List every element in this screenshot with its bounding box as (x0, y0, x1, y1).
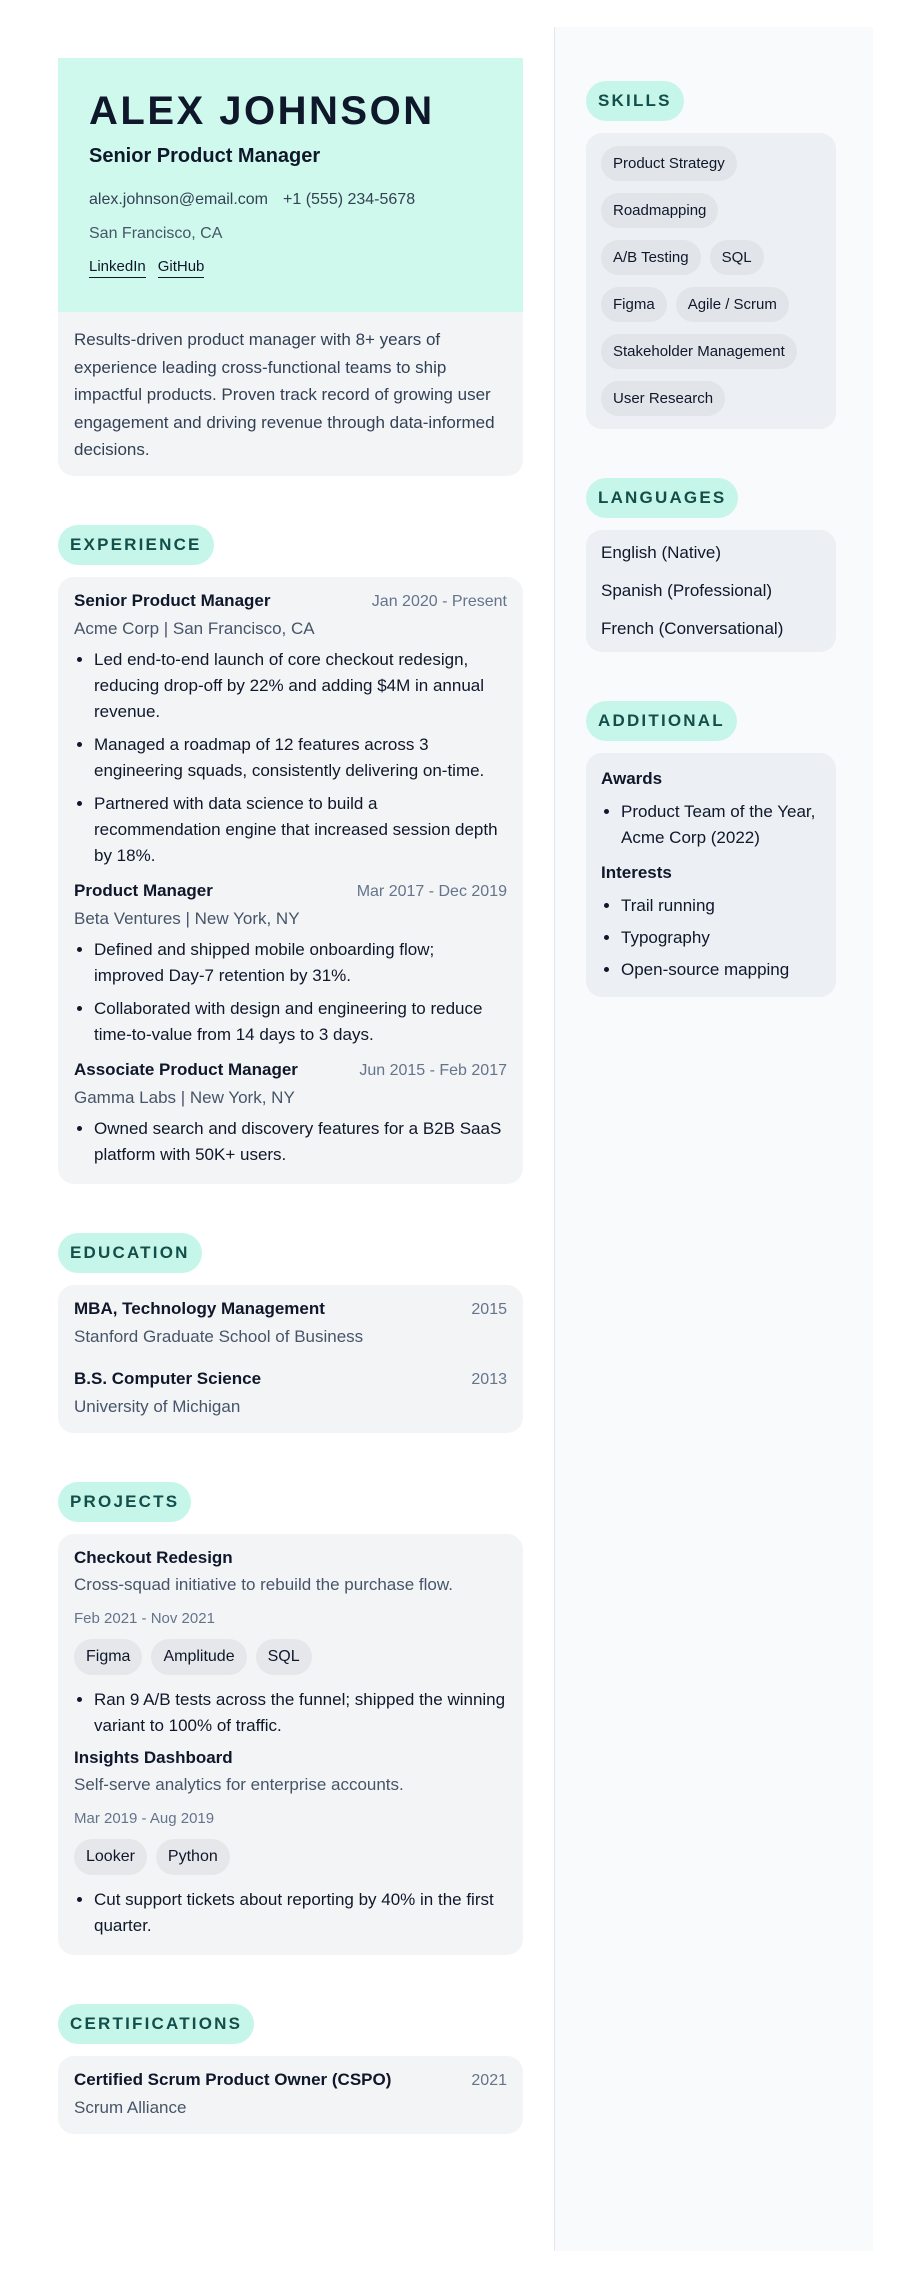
project-tags (74, 1839, 507, 1875)
education-year: 2015 (471, 1301, 507, 1318)
interest-item: • Open-source mapping (621, 957, 821, 983)
job-bullet: • Managed a roadmap of 12 features across 3 engineering squads, consistently delivering on-time. (94, 732, 507, 784)
skill-chip: User Research (601, 381, 725, 416)
job-title: Product Manager (74, 881, 213, 900)
project-tag: Python (156, 1839, 230, 1875)
projects-section (58, 1482, 523, 1955)
language-item: French (Conversational) (601, 619, 784, 638)
interest-item: • Trail running (621, 893, 821, 919)
degree: MBA, Technology Management (74, 1299, 325, 1318)
additional-section (586, 701, 836, 997)
projects-card (58, 1534, 523, 1955)
resume-page (27, 27, 873, 2251)
interests-heading: Interests (601, 863, 672, 882)
contact-row (89, 191, 492, 209)
section-heading-additional: ADDITIONAL (586, 701, 737, 741)
job-bullet: • Partnered with data science to build a recommendation engine that increased session depth by 18%. (94, 791, 507, 869)
skill-chip: Product Strategy (601, 146, 737, 181)
job-bullets (74, 1116, 507, 1168)
sidebar-column (554, 27, 873, 2251)
section-heading-certifications: CERTIFICATIONS (58, 2004, 254, 2044)
project-description: Cross-squad initiative to rebuild the purchase flow. (74, 1575, 453, 1594)
project-name: Checkout Redesign (74, 1548, 233, 1567)
language-item: English (Native) (601, 543, 721, 562)
skill-chip: Stakeholder Management (601, 334, 797, 369)
job-bullets (74, 647, 507, 869)
job-org: Acme Corp | San Francisco, CA (74, 619, 315, 638)
additional-card (586, 753, 836, 997)
phone-text[interactable]: +1 (555) 234-5678 (283, 191, 416, 208)
section-heading-languages: LANGUAGES (586, 478, 738, 518)
job-entry (74, 881, 507, 1048)
job-bullets (74, 937, 507, 1048)
skill-chip: SQL (710, 240, 764, 275)
skill-chip: Figma (601, 287, 667, 322)
experience-section (58, 525, 523, 1184)
project-tag: SQL (256, 1639, 312, 1675)
email-link[interactable]: alex.johnson@email.com (89, 191, 268, 208)
skills-card (586, 133, 836, 429)
certifications-card (58, 2056, 523, 2134)
job-bullet: • Defined and shipped mobile onboarding flow; improved Day-7 retention by 31%. (94, 937, 507, 989)
job-entry (74, 1060, 507, 1168)
certification-issuer: Scrum Alliance (74, 2098, 187, 2117)
job-org: Gamma Labs | New York, NY (74, 1088, 295, 1107)
linkedin-link[interactable]: LinkedIn (89, 258, 146, 278)
certification-name: Certified Scrum Product Owner (CSPO) (74, 2070, 392, 2089)
school: University of Michigan (74, 1397, 241, 1416)
interests-list (601, 893, 821, 983)
project-date: Mar 2019 - Aug 2019 (74, 1810, 215, 1827)
project-entry (74, 1748, 507, 1939)
project-name: Insights Dashboard (74, 1748, 233, 1767)
project-entry (74, 1548, 507, 1739)
project-tags (74, 1639, 507, 1675)
awards-list (601, 799, 821, 851)
job-title: Associate Product Manager (74, 1060, 298, 1079)
location-text: San Francisco, CA (89, 225, 223, 242)
project-tag: Looker (74, 1839, 147, 1875)
job-date: Mar 2017 - Dec 2019 (356, 883, 507, 900)
certification-year: 2021 (471, 2072, 507, 2089)
project-tag: Figma (74, 1639, 142, 1675)
github-link[interactable]: GitHub (158, 258, 205, 278)
certifications-section (58, 2004, 523, 2134)
profile-links (89, 258, 492, 275)
languages-section (586, 478, 836, 652)
project-date: Feb 2021 - Nov 2021 (74, 1610, 215, 1627)
skill-chip: Roadmapping (601, 193, 718, 228)
project-bullets (74, 1687, 507, 1739)
education-entry (74, 1299, 507, 1347)
project-description: Self-serve analytics for enterprise accounts. (74, 1775, 404, 1794)
section-heading-projects: PROJECTS (58, 1482, 191, 1522)
education-card (58, 1285, 523, 1433)
resume-header (58, 58, 523, 312)
section-heading-skills: SKILLS (586, 81, 684, 121)
project-bullets (74, 1887, 507, 1939)
job-entry (74, 591, 507, 869)
skill-chip: A/B Testing (601, 240, 701, 275)
main-column (58, 58, 523, 2134)
section-heading-education: EDUCATION (58, 1233, 202, 1273)
skills-chips (601, 146, 821, 416)
summary-text: Results-driven product manager with 8+ years of experience leading cross-functional teams to ship impactful products. Proven track record of growing user engagement and driving revenue through data-informed decisions. (58, 312, 523, 476)
skill-chip: Agile / Scrum (676, 287, 789, 322)
experience-card (58, 577, 523, 1184)
candidate-name: ALEX JOHNSON (89, 89, 435, 133)
job-bullet: • Collaborated with design and engineering to reduce time-to-value from 14 days to 3 days. (94, 996, 507, 1048)
job-title: Senior Product Manager (74, 591, 271, 610)
job-org: Beta Ventures | New York, NY (74, 909, 300, 928)
interest-item: • Typography (621, 925, 821, 951)
job-bullet: • Owned search and discovery features for a B2B SaaS platform with 50K+ users. (94, 1116, 507, 1168)
candidate-title: Senior Product Manager (89, 145, 321, 167)
award-item: • Product Team of the Year, Acme Corp (2022) (621, 799, 821, 851)
education-entry (74, 1369, 507, 1417)
job-date: Jan 2020 - Present (371, 593, 507, 610)
education-year: 2013 (471, 1371, 507, 1388)
degree: B.S. Computer Science (74, 1369, 262, 1388)
project-bullet: • Cut support tickets about reporting by 40% in the first quarter. (94, 1887, 507, 1939)
project-tag: Amplitude (151, 1639, 246, 1675)
education-section (58, 1233, 523, 1433)
school: Stanford Graduate School of Business (74, 1327, 364, 1346)
section-heading-experience: EXPERIENCE (58, 525, 214, 565)
job-date: Jun 2015 - Feb 2017 (359, 1062, 507, 1079)
awards-heading: Awards (601, 769, 663, 788)
sidebar-content (586, 81, 836, 997)
job-bullet: • Led end-to-end launch of core checkout redesign, reducing drop-off by 22% and adding $4M in annual revenue. (94, 647, 507, 725)
language-item: Spanish (Professional) (601, 581, 773, 600)
project-bullet: • Ran 9 A/B tests across the funnel; shipped the winning variant to 100% of traffic. (94, 1687, 507, 1739)
languages-card (586, 530, 836, 652)
